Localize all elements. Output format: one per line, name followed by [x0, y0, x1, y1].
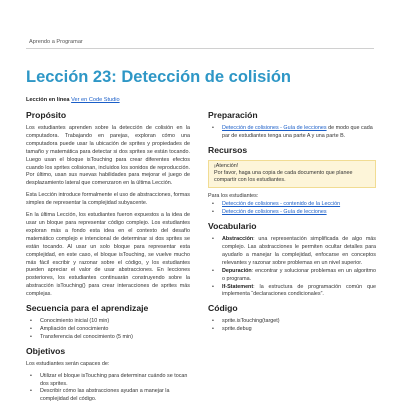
list-item: • Transferencia del conocimiento (5 min): [26, 334, 190, 342]
vocab-definition: : la estructura de programación común que implementa “declaraciones condicionales”.: [222, 283, 376, 298]
lesson-guide-link[interactable]: Detección de colisiones - Guía de lecciones: [222, 125, 327, 131]
preparation-list: [208, 125, 376, 141]
purpose-paragraph: Los estudiantes aprenden sobre la detección de colisión en la computadora. Trabajando en parejas, exploran cómo una computadora puede usar la ubicación de sprites y propiedades de tamaño y matemática para detectar si dos sprites se están tocando. Luego usan el bloque isTouching para crear diferentes efectos cuando los sprites colisionan, incluidos los sonidos de reproducción. Por último, usan sus nuevas habilidades para mejorar el juego de desplazamiento lateral que comenzaron en la última Lección.: [26, 125, 190, 187]
preparation-text: de modo que cada par de estudiantes tenga una parte A y una parte B.: [222, 125, 373, 139]
sequence-heading: Secuencia para el aprendizaje: [26, 303, 149, 314]
list-item: [208, 209, 376, 217]
sequence-list: [26, 318, 190, 342]
vocab-item: [208, 284, 376, 300]
list-item: [208, 201, 376, 209]
list-item: • sprite.debug: [208, 326, 376, 334]
preparation-section: [208, 110, 376, 141]
resources-heading: Recursos: [208, 144, 248, 155]
purpose-section: [26, 110, 190, 299]
page-title: Lección 23: Detección de colisión: [26, 68, 291, 86]
vocab-item: [208, 268, 376, 284]
online-lesson-line: [26, 97, 120, 103]
vocabulary-list: [208, 236, 376, 299]
list-item: • Utilizar el bloque isTouching para determinar cuándo se tocan dos sprites.: [26, 373, 190, 389]
purpose-heading: Propósito: [26, 110, 67, 120]
objectives-section: [26, 346, 190, 405]
list-item: • Ampliación del conocimiento: [26, 326, 190, 334]
vocabulary-section: [208, 221, 376, 299]
list-item: [208, 125, 376, 141]
lesson-content-link[interactable]: Detección de colisiones - contenido de la Lección: [222, 201, 341, 208]
for-students-label: Para los estudiantes:: [208, 193, 259, 200]
vocab-definition: : una representación simplificada de algo más complejo. Las abstracciones le permiten ocultar detalles para ayudarlo a manejar la complejidad, enfocarse en conceptos relevantes y razonar sobre problemas en un nivel superior.: [222, 236, 376, 266]
vocab-term: If-Statement: [222, 283, 254, 290]
resources-list: [208, 201, 376, 217]
sequence-section: [26, 303, 190, 342]
preparation-heading: Preparación: [208, 110, 258, 120]
vocab-definition: : encontrar y solucionar problemas en un algoritmo o programa.: [222, 267, 376, 282]
list-item: • Conocimiento inicial (10 min): [26, 318, 190, 326]
course-label: Aprendo a Programar: [29, 39, 83, 45]
vocabulary-heading: Vocabulario: [208, 221, 257, 232]
purpose-paragraph: Esta Lección introduce formalmente el uso de abstracciones, formas simples de representar la complejidad subyacente.: [26, 192, 190, 207]
header-divider: [26, 48, 374, 49]
online-lesson-label: Lección en línea: [26, 97, 70, 103]
vocab-term: Abstracción: [222, 236, 254, 243]
attention-box: [208, 160, 376, 189]
lesson-guide-link[interactable]: Detección de colisiones - Guía de lecciones: [222, 209, 327, 216]
attention-title: ¡Atención!: [214, 162, 239, 169]
list-item: • sprite.isTouching(target): [208, 318, 376, 326]
list-item: • Describir cómo las abstracciones ayudan a manejar la complejidad del código.: [26, 388, 190, 404]
code-studio-link[interactable]: Ver en Code Studio: [71, 97, 120, 103]
resources-section: [208, 145, 376, 217]
objectives-heading: Objetivos: [26, 345, 66, 356]
vocab-item: [208, 236, 376, 268]
left-column: [26, 110, 190, 408]
code-heading: Código: [208, 303, 238, 314]
purpose-paragraph: En la última Lección, los estudiantes fueron expuestos a la idea de usar un bloque para representar código complejo. Los estudiantes exploran más a fondo esta idea en el contexto del desafío matemático complejo e intencional de determinar si dos sprites se están tocando. Al usar un solo bloque para representar esta complejidad, en este caso, el bloque isTouching, se vuelve mucho más fácil escribir y razonar sobre el código, y los estudiantes pueden apreciar el valor de usar abstracciones. En lecciones posteriores, los estudiantes continuarán construyendo sobre la abstracción isTouching() para crear interacciones de sprites más complejas.: [26, 212, 190, 298]
code-list: [208, 318, 376, 334]
vocab-term: Depuración: [222, 267, 252, 274]
attention-text: Por favor, haga una copia de cada documento que planee compartir con los estudiantes.: [214, 170, 353, 184]
objectives-intro: Los estudiantes serán capaces de:: [26, 360, 110, 367]
right-column: [208, 110, 376, 338]
code-section: [208, 303, 376, 334]
